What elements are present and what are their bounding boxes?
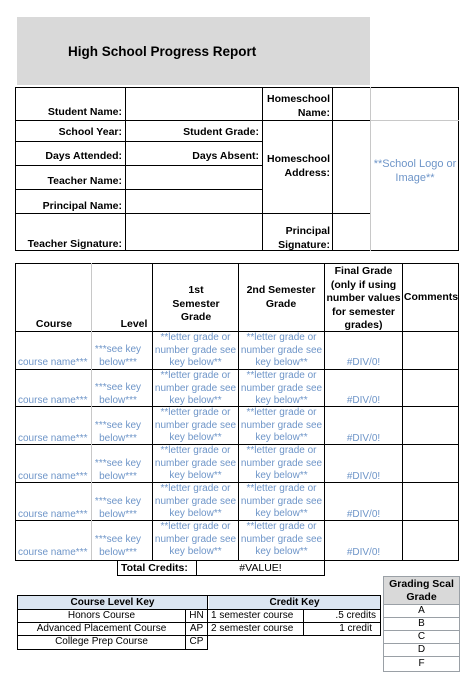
school-logo-placeholder[interactable]: **School Logo or Image** bbox=[373, 158, 457, 184]
course-name-cell[interactable]: course name*** bbox=[18, 471, 88, 482]
key-honors-code: HN bbox=[189, 610, 204, 621]
sem2-grade-cell[interactable]: **letter grade or number grade see key below** bbox=[240, 483, 323, 519]
final-grade-cell: #DIV/0! bbox=[346, 395, 381, 406]
total-credits-label: Total Credits: bbox=[121, 562, 188, 574]
level-cell[interactable]: ***see key below*** bbox=[94, 496, 142, 520]
sem2-grade-cell[interactable]: **letter grade or number grade see key below** bbox=[240, 370, 323, 406]
principal-signature-label: Principal Signature: bbox=[278, 225, 330, 251]
course-name-cell[interactable]: course name*** bbox=[18, 395, 88, 406]
key-cp-name: College Prep Course bbox=[55, 636, 148, 647]
homeschool-address-label: Homeschool Address: bbox=[266, 153, 330, 179]
sem1-grade-cell[interactable]: **letter grade or number grade see key below** bbox=[154, 407, 237, 443]
course-name-cell[interactable]: course name*** bbox=[18, 433, 88, 444]
grade-d: D bbox=[417, 644, 426, 655]
teacher-signature-label: Teacher Signature: bbox=[27, 238, 122, 250]
level-cell[interactable]: ***see key below*** bbox=[94, 344, 142, 368]
student-grade-label: Student Grade: bbox=[183, 126, 259, 138]
homeschool-name-field[interactable] bbox=[333, 88, 370, 120]
credit-one-semester-value: .5 credits bbox=[335, 610, 376, 621]
sem1-grade-cell[interactable]: **letter grade or number grade see key below** bbox=[154, 483, 237, 519]
comments-cell[interactable] bbox=[403, 521, 458, 560]
comments-cell[interactable] bbox=[403, 370, 458, 406]
course-level-key-title: Course Level Key bbox=[70, 597, 155, 608]
teacher-name-label: Teacher Name: bbox=[47, 175, 122, 187]
sem1-grade-cell[interactable]: **letter grade or number grade see key below** bbox=[154, 332, 237, 368]
homeschool-address-field[interactable] bbox=[333, 121, 370, 213]
grade-b: B bbox=[418, 618, 425, 629]
days-attended-label: Days Attended: bbox=[45, 150, 122, 162]
level-cell[interactable]: ***see key below*** bbox=[94, 382, 142, 406]
course-name-cell[interactable]: course name*** bbox=[18, 509, 88, 520]
credit-one-semester: 1 semester course bbox=[211, 610, 294, 621]
sem2-grade-cell[interactable]: **letter grade or number grade see key below** bbox=[240, 445, 323, 481]
column-header-final: Final Grade (only if using number values for semester grades) bbox=[326, 265, 401, 331]
comments-cell[interactable] bbox=[403, 407, 458, 444]
student-name-label: Student Name: bbox=[47, 106, 122, 118]
principal-name-field[interactable] bbox=[126, 190, 262, 213]
page-title: High School Progress Report bbox=[68, 44, 257, 59]
teacher-name-field[interactable] bbox=[126, 166, 262, 189]
total-credits-value: #VALUE! bbox=[239, 562, 282, 574]
sem2-grade-cell[interactable]: **letter grade or number grade see key below** bbox=[240, 521, 323, 557]
course-name-cell[interactable]: course name*** bbox=[18, 547, 88, 558]
column-header-sem1: 1st Semester Grade bbox=[172, 284, 220, 323]
column-header-course: Course bbox=[35, 318, 73, 330]
grade-a: A bbox=[418, 605, 425, 616]
key-honors-name: Honors Course bbox=[67, 610, 136, 621]
credit-two-semester: 2 semester course bbox=[211, 623, 294, 634]
column-header-level: Level bbox=[120, 318, 148, 330]
comments-cell[interactable] bbox=[403, 332, 458, 369]
level-cell[interactable]: ***see key below*** bbox=[94, 534, 142, 558]
final-grade-cell: #DIV/0! bbox=[346, 433, 381, 444]
comments-cell[interactable] bbox=[403, 445, 458, 482]
principal-signature-field[interactable] bbox=[333, 214, 370, 250]
level-cell[interactable]: ***see key below*** bbox=[94, 420, 142, 444]
course-name-cell[interactable]: course name*** bbox=[18, 357, 88, 368]
key-cp-code: CP bbox=[189, 636, 204, 647]
final-grade-cell: #DIV/0! bbox=[346, 357, 381, 368]
student-name-field[interactable] bbox=[126, 88, 262, 120]
key-ap-code: AP bbox=[189, 623, 204, 634]
grading-scale-title: Grading Scal Grade bbox=[389, 578, 454, 603]
grade-c: C bbox=[417, 631, 426, 642]
sem2-grade-cell[interactable]: **letter grade or number grade see key below** bbox=[240, 332, 323, 368]
principal-name-label: Principal Name: bbox=[42, 200, 122, 212]
sem1-grade-cell[interactable]: **letter grade or number grade see key below** bbox=[154, 370, 237, 406]
homeschool-name-label: Homeschool Name: bbox=[266, 93, 330, 119]
grade-f: F bbox=[418, 658, 425, 669]
final-grade-cell: #DIV/0! bbox=[346, 509, 381, 520]
final-grade-cell: #DIV/0! bbox=[346, 471, 381, 482]
sem1-grade-cell[interactable]: **letter grade or number grade see key below** bbox=[154, 445, 237, 481]
column-header-comments: Comments bbox=[403, 291, 459, 303]
credit-key-title: Credit Key bbox=[269, 597, 320, 608]
comments-cell[interactable] bbox=[403, 483, 458, 520]
teacher-signature-field[interactable] bbox=[126, 214, 262, 250]
sem1-grade-cell[interactable]: **letter grade or number grade see key below** bbox=[154, 521, 237, 557]
credit-two-semester-value: 1 credit bbox=[339, 623, 372, 634]
sem2-grade-cell[interactable]: **letter grade or number grade see key below** bbox=[240, 407, 323, 443]
column-header-sem2: 2nd Semester Grade bbox=[246, 284, 316, 310]
key-ap-name: Advanced Placement Course bbox=[36, 623, 167, 634]
days-absent-label: Days Absent: bbox=[192, 150, 259, 162]
school-year-label: School Year: bbox=[58, 126, 122, 138]
level-cell[interactable]: ***see key below*** bbox=[94, 458, 142, 482]
final-grade-cell: #DIV/0! bbox=[346, 547, 381, 558]
